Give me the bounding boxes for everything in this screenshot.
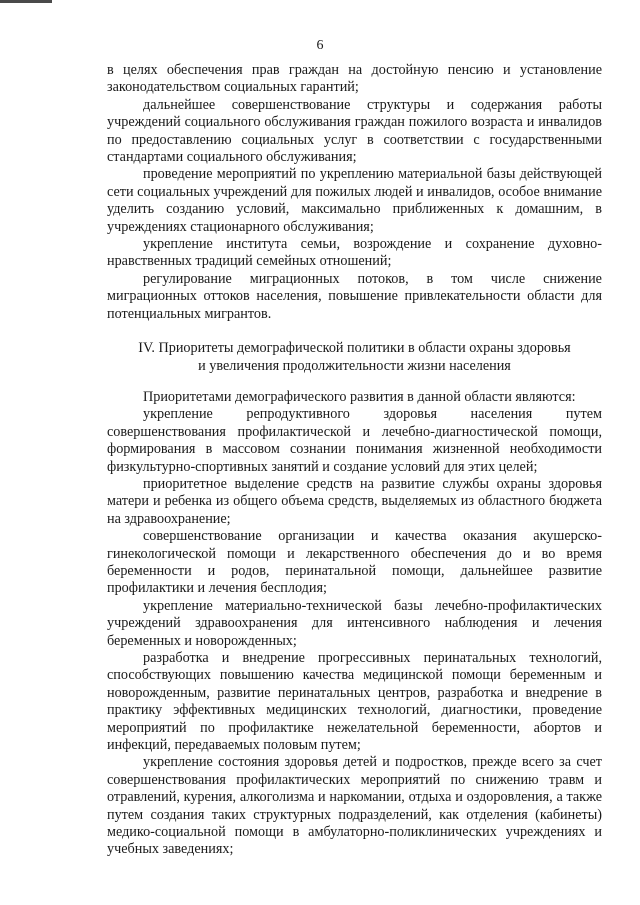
section-heading-line-2: и увеличения продолжительности жизни населения [198, 357, 511, 374]
paragraph-pension-rights: в целях обеспечения прав граждан на достойную пенсию и установление законодательством социальных гарантий; [107, 62, 602, 96]
section-heading-line-1: IV. Приоритеты демографической политики в области охраны здоровья [138, 340, 571, 357]
paragraph-maternal-funding: приоритетное выделение средств на развитие службы охраны здоровья матери и ребенка из общего объема средств, выделяемых из областного бюджета на здравоохранение; [107, 475, 602, 527]
paragraph-family-institution: укрепление института семьи, возрождение и сохранение духовно-нравственных традиций семейных отношений; [107, 236, 602, 270]
paragraph-child-health: укрепление состояния здоровья детей и подростков, прежде всего за счет совершенствования профилактических мероприятий по снижению травм и отравлений, курения, алкоголизма и наркомании, отдыха и оздоровления, а также путем создания таких структурных подразделений, как отделения (кабинеты) медико-социальной помощи в амбулаторно-поликлинических учреждениях и учебных заведениях; [107, 754, 602, 858]
document-body [107, 62, 602, 859]
corner-scan-mark [0, 0, 52, 3]
paragraph-priorities-intro: Приоритетами демографического развития в данной области являются: [143, 388, 576, 405]
page-number: 6 [316, 38, 324, 53]
paragraph-perinatal-tech: разработка и внедрение прогрессивных перинатальных технологий, способствующих повышению качества медицинской помощи беременным и новорожденным, развитие перинатальных центров, разработка и внедрение в практику эффективных медицинских технологий, диагностики, проведение мероприятий по профилактике нежелательной беременности, абортов и инфекций, передаваемых половым путем; [107, 650, 602, 754]
paragraph-material-base: проведение мероприятий по укреплению материальной базы действующей сети социальных учреждений для пожилых людей и инвалидов, особое внимание уделить созданию условий, максимально приближенных к домашним, в учреждениях стационарного обслуживания; [107, 166, 602, 235]
section-heading [107, 340, 602, 375]
paragraph-reproductive-health: укрепление репродуктивного здоровья населения путем совершенствования профилактической и лечебно-диагностической помощи, формирования в массовом сознании понимания жизненной необходимости физкультурно-спортивных занятий и создание условий для этих целей; [107, 406, 602, 475]
paragraph-technical-base: укрепление материально-технической базы лечебно-профилактических учреждений здравоохранения для интенсивного наблюдения и лечения беременных и новорожденных; [107, 597, 602, 649]
paragraph-social-services: дальнейшее совершенствование структуры и содержания работы учреждений социального обслуживания граждан пожилого возраста и инвалидов по предоставлению социальных услуг в соответствии с государственными стандартами социального обслуживания; [107, 96, 602, 166]
paragraph-obstetric-care: совершенствование организации и качества оказания акушерско-гинекологической помощи и лекарственного обеспечения до и во время беременности и родов, перинатальной помощи, дальнейшее развитие профилактики и лечения бесплодия; [107, 528, 602, 597]
paragraph-migration: регулирование миграционных потоков, в том числе снижение миграционных оттоков населения, повышение привлекательности области для потенциальных мигрантов. [107, 270, 602, 322]
